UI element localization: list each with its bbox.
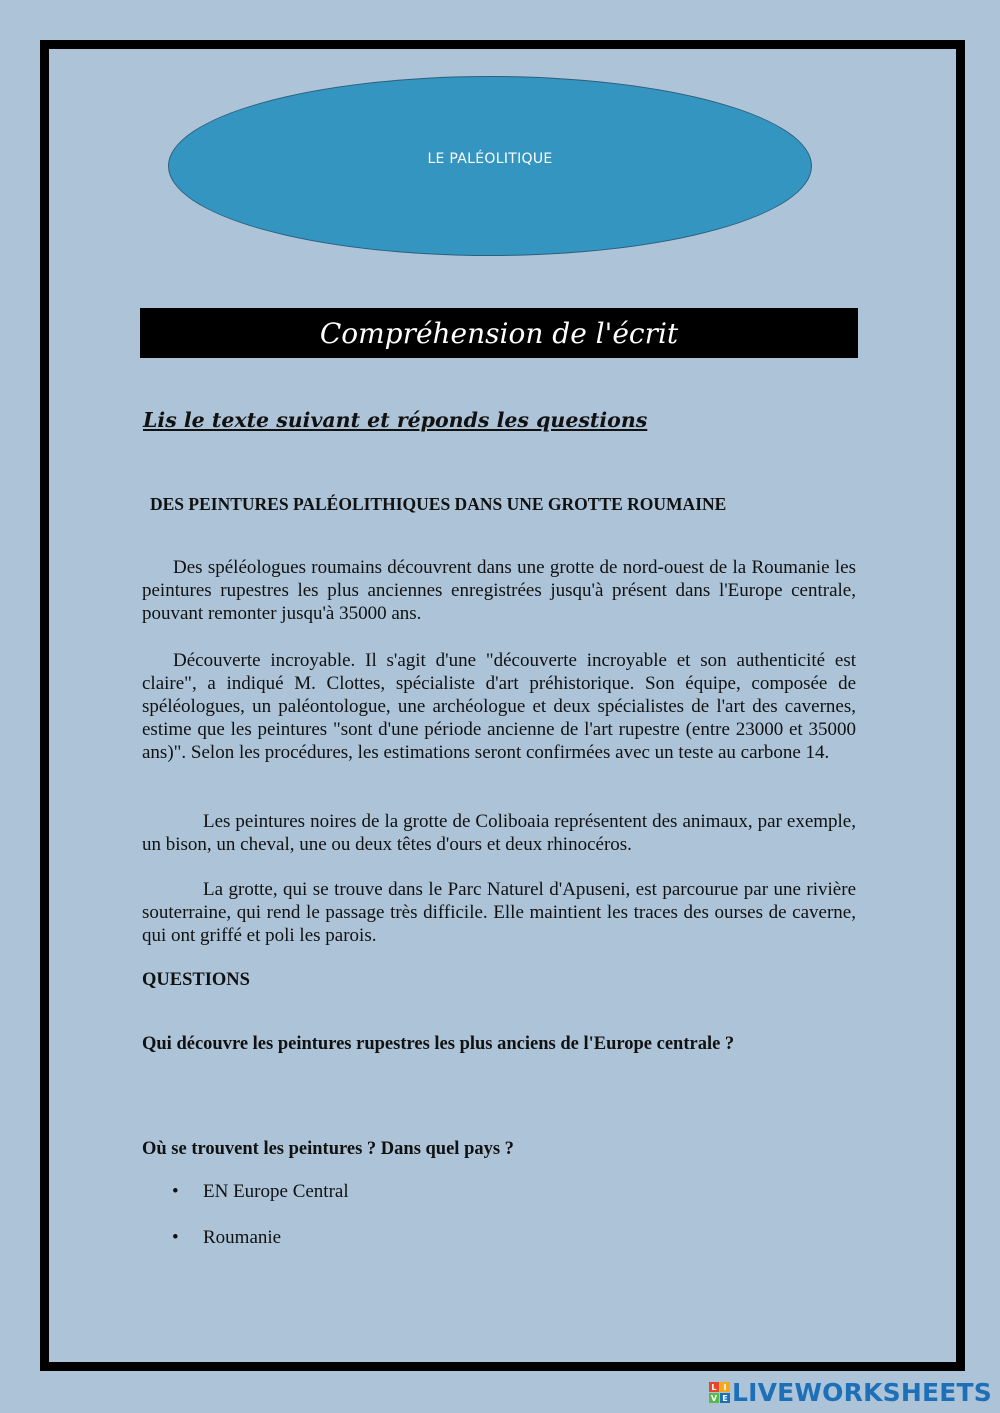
liveworksheets-logo[interactable] [709,1378,992,1407]
article-paragraph: Découverte incroyable. Il s'agit d'une "découverte incroyable et son authenticité est claire", a indiqué M. Clottes, spécialiste d'art préhistorique. Son équipe, composée de spéléologues, un paléontologue, une archéologue et deux spécialistes de l'art des cavernes, estime que les peintures "sont d'une période ancienne de l'art rupestre (entre 23000 et 35000 ans)". Selon les procédures, les estimations seront confirmées avec un teste au carbone 14. [142,650,856,763]
questions-label: QUESTIONS [142,970,250,990]
article-paragraph: Les peintures noires de la grotte de Coliboaia représentent des animaux, par exemple, un bison, un cheval, une ou deux têtes d'ours et deux rhinocéros. [142,811,856,855]
banner-title: Compréhension de l'écrit [319,316,679,350]
oval-title: LE PALÉOLITIQUE [427,151,553,167]
answer-list [172,1180,349,1272]
answer-text: Roumanie [203,1227,282,1248]
question-1: Qui découvre les peintures rupestres les plus anciens de l'Europe centrale ? [142,1034,735,1054]
logo-grid-icon [709,1382,730,1403]
instruction-heading: Lis le texte suivant et réponds les questions [143,408,648,432]
logo-letter: E [720,1393,730,1403]
logo-letter: V [710,1393,718,1403]
article-title: DES PEINTURES PALÉOLITHIQUES DANS UNE GROTTE ROUMAINE [150,494,727,514]
section-banner [140,308,858,358]
article-paragraph: Des spéléologues roumains découvrent dans une grotte de nord-ouest de la Roumanie les peintures rupestres les plus anciennes enregistrées jusqu'à présent dans l'Europe centrale, pouvant remonter jusqu'à 35000 ans. [142,557,856,624]
bullet-icon: • [172,1227,179,1248]
answer-text: EN Europe Central [203,1181,349,1202]
logo-letter: I [720,1382,730,1392]
answer-item[interactable] [172,1180,349,1203]
logo-letter: L [709,1382,719,1392]
bullet-icon: • [172,1181,179,1202]
logo-text: LIVEWORKSHEETS [731,1378,992,1407]
article-paragraph: La grotte, qui se trouve dans le Parc Naturel d'Apuseni, est parcourue par une rivière souterraine, qui rend le passage très difficile. Elle maintient les traces des ourses de caverne, qui ont griffé et poli les parois. [142,879,856,946]
question-2: Où se trouvent les peintures ? Dans quel pays ? [142,1139,514,1159]
answer-item[interactable] [172,1226,349,1249]
title-oval [168,76,812,256]
